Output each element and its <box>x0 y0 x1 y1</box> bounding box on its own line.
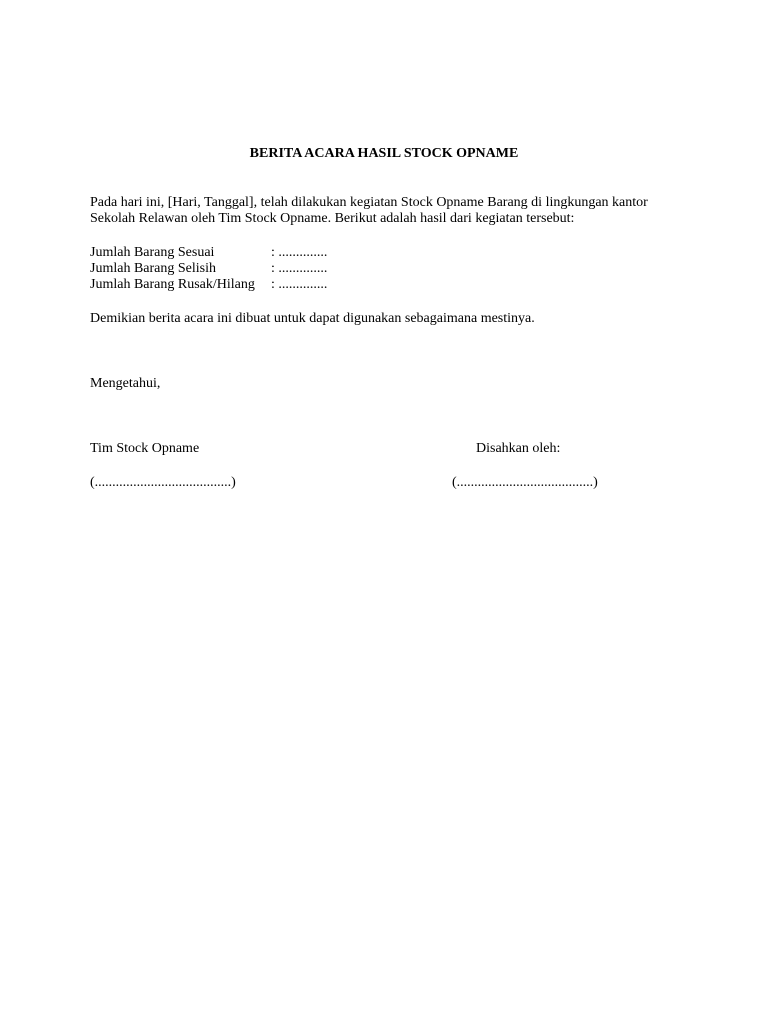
signature-left-label: Tim Stock Opname <box>90 441 200 456</box>
item-value: : .............. <box>271 261 328 276</box>
signature-left-line: (.......................................) <box>90 475 236 490</box>
intro-line-1: Pada hari ini, [Hari, Tanggal], telah dilakukan kegiatan Stock Opname Barang di lingkungan kantor <box>90 195 648 210</box>
intro-line-2: Sekolah Relawan oleh Tim Stock Opname. Berikut adalah hasil dari kegiatan tersebut: <box>90 211 575 226</box>
item-label: Jumlah Barang Rusak/Hilang <box>90 277 255 292</box>
item-label: Jumlah Barang Sesuai <box>90 245 215 260</box>
document-title: BERITA ACARA HASIL STOCK OPNAME <box>249 146 519 161</box>
signature-right-label: Disahkan oleh: <box>476 441 561 456</box>
item-label: Jumlah Barang Selisih <box>90 261 216 276</box>
intro-paragraph <box>90 195 670 227</box>
signature-right-line: (.......................................) <box>452 475 598 490</box>
acknowledged-label: Mengetahui, <box>90 376 161 391</box>
item-value: : .............. <box>271 277 328 292</box>
closing-paragraph: Demikian berita acara ini dibuat untuk dapat digunakan sebagaimana mestinya. <box>90 311 535 326</box>
item-value: : .............. <box>271 245 328 260</box>
